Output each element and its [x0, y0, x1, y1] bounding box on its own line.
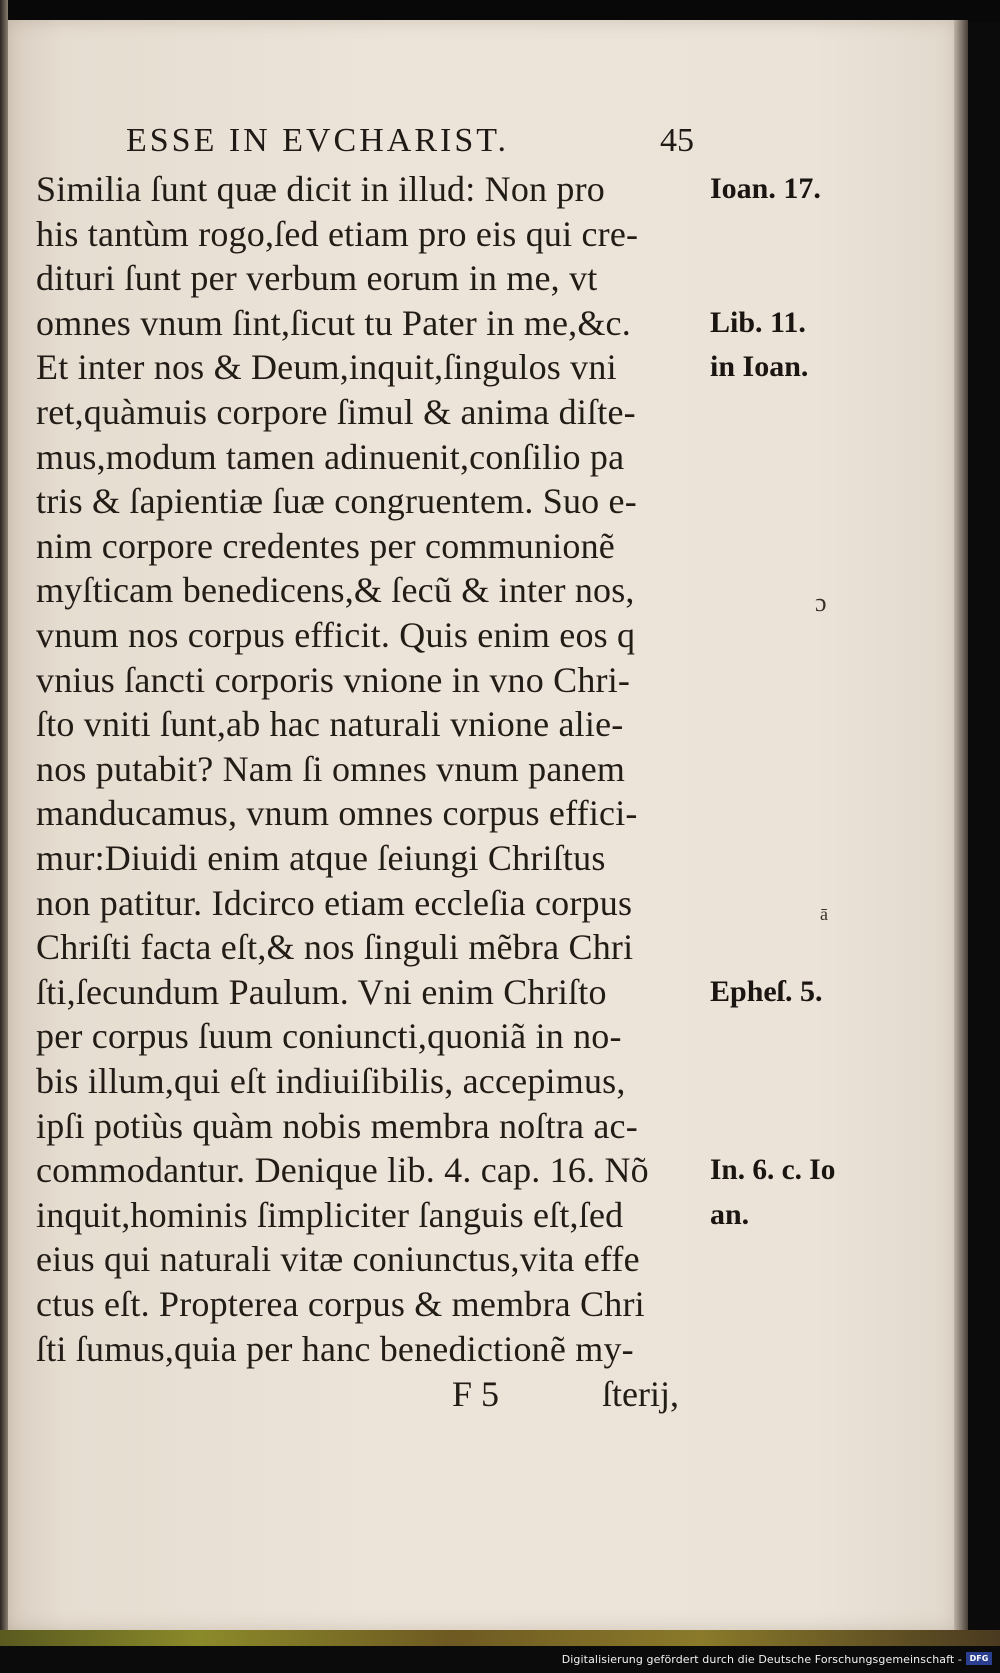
- text-line: myſticam benedicens,& ſecũ & inter nos,: [36, 570, 635, 611]
- text-line: Similia ſunt quæ dicit in illud: Non pro: [36, 169, 606, 209]
- text-line: per corpus ſuum coniuncti,quoniã in no-: [36, 1016, 622, 1057]
- text-line: ſti,ſecundum Paulum. Vni enim Chriſto: [36, 971, 607, 1012]
- page-left-edge: [0, 0, 8, 1650]
- page-right-edge: [954, 20, 968, 1630]
- text-line: Chriſti facta eſt,& nos ſinguli mẽbra Chri: [36, 927, 634, 968]
- ink-mark: ā: [820, 904, 828, 924]
- text-line: ſti ſumus,quia per hanc benedictionẽ my-: [36, 1328, 634, 1369]
- text-line: ctus eſt. Propterea corpus & membra Chri: [36, 1284, 645, 1324]
- text-line: nos putabit? Nam ſi omnes vnum panem: [36, 748, 626, 789]
- text-line: inquit,hominis ſimpliciter ſanguis eſt,ſed: [36, 1194, 624, 1235]
- text-line: manducamus, vnum omnes corpus effici-: [36, 793, 638, 834]
- page-number: 45: [660, 122, 694, 159]
- text-line: ipſi potiùs quàm nobis membra noſtra ac-: [36, 1105, 638, 1146]
- margin-note: in Ioan.: [710, 350, 809, 384]
- running-head: ESSE IN EVCHARIST.: [126, 122, 509, 159]
- text-line: omnes vnum ſint,ſicut tu Pater in me,&c.: [36, 302, 631, 343]
- margin-note: In. 6. c. Io: [710, 1153, 836, 1187]
- text-line: ſto vniti ſunt,ab hac naturali vnione alie-: [36, 704, 624, 745]
- signature-mark: F 5: [452, 1374, 500, 1414]
- text-line: non patitur. Idcirco etiam eccleſia corpus: [36, 882, 633, 923]
- text-line: vnius ſancti corporis vnione in vno Chri-: [36, 659, 631, 700]
- text-line: nim corpore credentes per communionẽ: [36, 525, 615, 566]
- color-calibration-strip: [0, 1630, 1000, 1646]
- text-line: ret,quàmuis corpore ſimul & anima diſte-: [36, 392, 636, 432]
- text-line: mus,modum tamen adinuenit,conſilio pa: [36, 436, 625, 477]
- text-line: dituri ſunt per verbum eorum in me, vt: [36, 258, 598, 299]
- text-line: commodantur. Denique lib. 4. cap. 16. Nõ: [36, 1150, 649, 1191]
- catchword: ſterij,: [602, 1374, 679, 1414]
- text-line: tris & ſapientiæ ſuæ congruentem. Suo e-: [36, 481, 637, 522]
- text-line: his tantùm rogo,ſed etiam pro eis qui cre-: [36, 213, 639, 254]
- margin-note: Ioan. 17.: [710, 172, 821, 205]
- ink-mark: ɔ: [815, 588, 827, 617]
- text-line: mur:Diuidi enim atque ſeiungi Chriſtus: [36, 838, 606, 878]
- dfg-logo: DFG: [966, 1652, 992, 1665]
- text-line: bis illum,qui eſt indiuiſibilis, accepimus,: [36, 1061, 626, 1101]
- digitization-notice: Digitalisierung gefördert durch die Deutsche Forschungsgemeinschaft -: [561, 1653, 962, 1666]
- margin-note: Epheſ. 5.: [710, 974, 823, 1008]
- text-line: eius qui naturali vitæ coniunctus,vita effe: [36, 1239, 640, 1280]
- margin-note: an.: [710, 1197, 750, 1231]
- top-border: [0, 0, 1000, 22]
- margin-note: Lib. 11.: [710, 305, 806, 339]
- text-line: vnum nos corpus efficit. Quis enim eos q: [36, 615, 636, 655]
- text-line: Et inter nos & Deum,inquit,ſingulos vni: [36, 347, 617, 388]
